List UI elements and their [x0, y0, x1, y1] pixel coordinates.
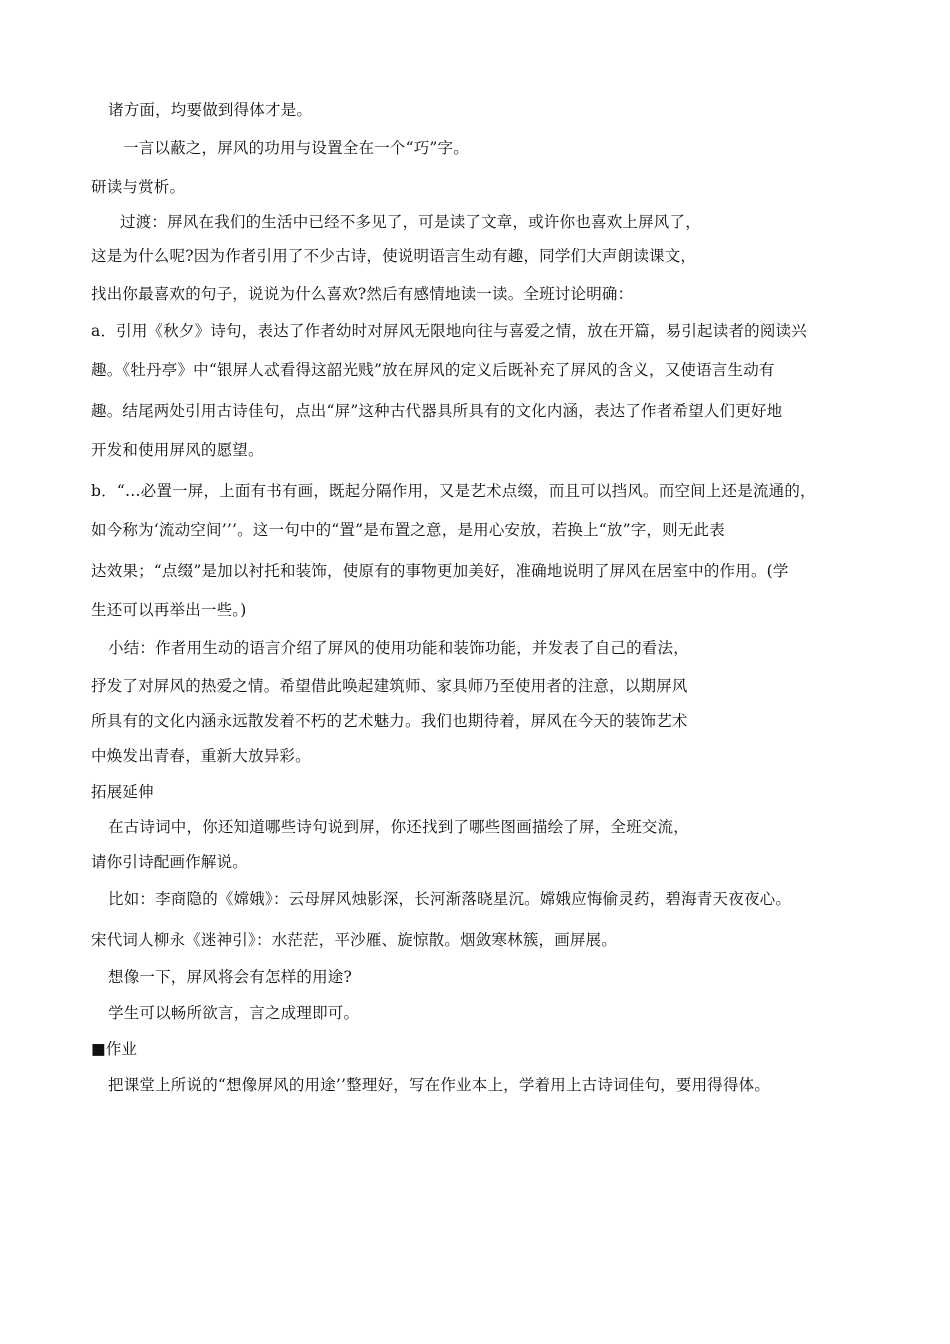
text-line: 学生可以畅所欲言，言之成理即可。 — [108, 1004, 360, 1022]
section-heading: 研读与赏析。 — [91, 178, 186, 196]
section-heading: 拓展延伸 — [91, 783, 154, 801]
text-line: 在古诗词中，你还知道哪些诗句说到屏，你还找到了哪些图画描绘了屏，全班交流， — [108, 818, 689, 836]
text-line: a．引用《秋夕》诗句，表达了作者幼时对屏风无限地向往与喜爱之情，放在开篇，易引起读者的阅读兴 — [91, 322, 807, 340]
text-line: 抒发了对屏风的热爱之情。希望借此唤起建筑师、家具师乃至使用者的注意，以期屏风 — [91, 677, 688, 695]
text-line: 一言以蔽之，屏风的功用与设置全在一个“巧”字。 — [123, 139, 469, 157]
text-line: 小结：作者用生动的语言介绍了屏风的使用功能和装饰功能，并发表了自己的看法， — [108, 639, 689, 657]
text-line: 趣。《牡丹亭》中“银屏人忒看得这韶光贱”放在屏风的定义后既补充了屏风的含义，又使语言生动有 — [91, 361, 775, 379]
text-line: b．“…必置一屏，上面有书有画，既起分隔作用，又是艺术点缀，而且可以挡风。而空间上还是流通的， — [91, 482, 816, 500]
text-line: 想像一下，屏风将会有怎样的用途? — [108, 968, 353, 986]
text-line: 中焕发出青春，重新大放异彩。 — [91, 747, 311, 765]
text-line: 把课堂上所说的“想像屏风的用途’’整理好，写在作业本上，学着用上古诗词佳句，要用得得体。 — [108, 1076, 771, 1094]
text-line: 找出你最喜欢的句子，说说为什么喜欢?然后有感情地读一读。全班讨论明确： — [91, 285, 634, 303]
text-line: 生还可以再举出一些。) — [91, 601, 247, 619]
text-line: 如今称为‘流动空间’’’。这一句中的“置”是布置之意，是用心安放，若换上“放”字，则无此表 — [91, 521, 725, 539]
section-heading: ■作业 — [91, 1040, 138, 1058]
text-line: 诸方面，均要做到得体才是。 — [108, 101, 313, 119]
text-line: 请你引诗配画作解说。 — [91, 853, 249, 871]
text-line: 宋代词人柳永《迷神引》：水茫茫，平沙雁、旋惊散。烟敛寒林簇，画屏展。 — [91, 931, 618, 949]
text-line: 所具有的文化内涵永远散发着不朽的艺术魅力。我们也期待着，屏风在今天的装饰艺术 — [91, 712, 688, 730]
text-line: 过渡：屏风在我们的生活中已经不多见了，可是读了文章，或许你也喜欢上屏风了， — [120, 213, 701, 231]
text-line: 趣。结尾两处引用古诗佳句，点出“屏”这种古代器具所具有的文化内涵，表达了作者希望人们更好地 — [91, 402, 783, 420]
text-line: 开发和使用屏风的愿望。 — [91, 441, 264, 459]
text-line: 这是为什么呢?因为作者引用了不少古诗，使说明语言生动有趣，同学们大声朗读课文， — [91, 247, 697, 265]
text-line: 达效果；“点缀”是加以衬托和装饰，使原有的事物更加美好，准确地说明了屏风在居室中的作用。(学 — [91, 562, 789, 580]
text-line: 比如：李商隐的《嫦娥》：云母屏风烛影深，长河渐落晓星沉。嫦娥应悔偷灵药，碧海青天夜夜心。 — [108, 890, 792, 908]
